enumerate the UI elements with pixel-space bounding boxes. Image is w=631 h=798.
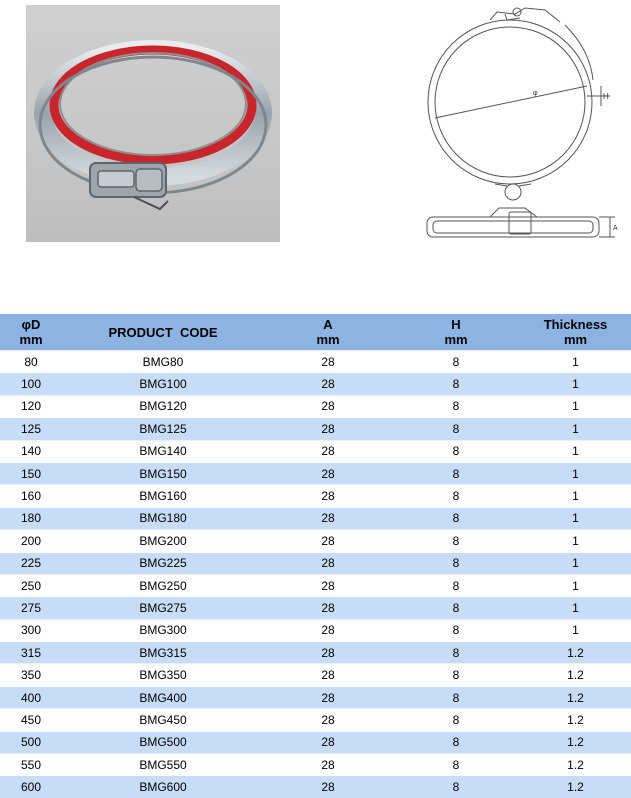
cell-a: 28 <box>264 574 392 596</box>
cell-thickness: 1 <box>520 485 631 507</box>
cell-h: 8 <box>392 597 520 619</box>
table-row <box>0 664 631 686</box>
cell-a: 28 <box>264 709 392 731</box>
cell-diameter: 315 <box>0 642 62 664</box>
table-row <box>0 552 631 574</box>
cell-diameter: 400 <box>0 686 62 708</box>
cell-h: 8 <box>392 686 520 708</box>
cell-product-code: BMG225 <box>62 552 264 574</box>
cell-product-code: BMG250 <box>62 574 264 596</box>
cell-product-code: BMG275 <box>62 597 264 619</box>
cell-diameter: 125 <box>0 418 62 440</box>
cell-diameter: 250 <box>0 574 62 596</box>
cell-diameter: 350 <box>0 664 62 686</box>
header-thickness: Thickness mm <box>520 314 631 351</box>
cell-h: 8 <box>392 395 520 417</box>
table-header-row <box>0 314 631 351</box>
header-diameter: φD mm <box>0 314 62 351</box>
table-row <box>0 754 631 776</box>
cell-product-code: BMG100 <box>62 373 264 395</box>
cell-thickness: 1 <box>520 507 631 529</box>
cell-diameter: 600 <box>0 776 62 798</box>
cell-thickness: 1 <box>520 552 631 574</box>
cell-product-code: BMG125 <box>62 418 264 440</box>
table-row <box>0 485 631 507</box>
cell-diameter: 225 <box>0 552 62 574</box>
cell-diameter: 160 <box>0 485 62 507</box>
cell-diameter: 80 <box>0 351 62 373</box>
cell-diameter: 550 <box>0 754 62 776</box>
cell-thickness: 1.2 <box>520 642 631 664</box>
cell-a: 28 <box>264 731 392 753</box>
cell-a: 28 <box>264 664 392 686</box>
cell-thickness: 1 <box>520 351 631 373</box>
clamp-latch <box>90 163 168 209</box>
cell-product-code: BMG400 <box>62 686 264 708</box>
cell-thickness: 1 <box>520 574 631 596</box>
cell-product-code: BMG500 <box>62 731 264 753</box>
cell-a: 28 <box>264 642 392 664</box>
cell-product-code: BMG80 <box>62 351 264 373</box>
cell-diameter: 200 <box>0 530 62 552</box>
cell-a: 28 <box>264 351 392 373</box>
spec-table <box>0 314 631 798</box>
cell-h: 8 <box>392 485 520 507</box>
product-photo <box>26 5 280 242</box>
cell-product-code: BMG315 <box>62 642 264 664</box>
cell-thickness: 1 <box>520 440 631 462</box>
cell-product-code: BMG350 <box>62 664 264 686</box>
a-label: A <box>613 225 618 232</box>
cell-a: 28 <box>264 418 392 440</box>
cell-thickness: 1.2 <box>520 686 631 708</box>
cell-a: 28 <box>264 485 392 507</box>
cell-product-code: BMG180 <box>62 507 264 529</box>
cell-thickness: 1.2 <box>520 709 631 731</box>
cell-h: 8 <box>392 530 520 552</box>
cell-thickness: 1 <box>520 530 631 552</box>
table-row <box>0 373 631 395</box>
table-row <box>0 440 631 462</box>
cell-thickness: 1.2 <box>520 664 631 686</box>
cell-diameter: 100 <box>0 373 62 395</box>
cell-h: 8 <box>392 619 520 641</box>
header-product-code: PRODUCT CODE <box>62 314 264 351</box>
technical-drawing <box>415 0 625 255</box>
cell-diameter: 275 <box>0 597 62 619</box>
cell-diameter: 180 <box>0 507 62 529</box>
diameter-label: φ <box>533 90 538 97</box>
cell-product-code: BMG150 <box>62 462 264 484</box>
cell-product-code: BMG160 <box>62 485 264 507</box>
cell-product-code: BMG450 <box>62 709 264 731</box>
table-row <box>0 418 631 440</box>
cell-product-code: BMG600 <box>62 776 264 798</box>
header-h: H mm <box>392 314 520 351</box>
cell-a: 28 <box>264 776 392 798</box>
cell-diameter: 150 <box>0 462 62 484</box>
cell-h: 8 <box>392 351 520 373</box>
cell-h: 8 <box>392 776 520 798</box>
cell-product-code: BMG300 <box>62 619 264 641</box>
table-row <box>0 351 631 373</box>
table-row <box>0 776 631 798</box>
cell-a: 28 <box>264 395 392 417</box>
cell-a: 28 <box>264 530 392 552</box>
cell-diameter: 300 <box>0 619 62 641</box>
cell-diameter: 500 <box>0 731 62 753</box>
cell-h: 8 <box>392 373 520 395</box>
cell-diameter: 450 <box>0 709 62 731</box>
cell-diameter: 140 <box>0 440 62 462</box>
cell-thickness: 1 <box>520 418 631 440</box>
cell-h: 8 <box>392 754 520 776</box>
cell-h: 8 <box>392 709 520 731</box>
cell-product-code: BMG200 <box>62 530 264 552</box>
table-row <box>0 597 631 619</box>
cell-h: 8 <box>392 440 520 462</box>
table-row <box>0 709 631 731</box>
cell-a: 28 <box>264 373 392 395</box>
header-a: A mm <box>264 314 392 351</box>
cell-diameter: 120 <box>0 395 62 417</box>
cell-thickness: 1 <box>520 462 631 484</box>
cell-a: 28 <box>264 507 392 529</box>
cell-h: 8 <box>392 507 520 529</box>
clamp-photo-illustration <box>26 5 280 242</box>
cell-h: 8 <box>392 418 520 440</box>
cell-a: 28 <box>264 440 392 462</box>
cell-thickness: 1.2 <box>520 776 631 798</box>
table-row <box>0 507 631 529</box>
cell-h: 8 <box>392 574 520 596</box>
table-row <box>0 731 631 753</box>
cell-thickness: 1 <box>520 395 631 417</box>
cell-thickness: 1 <box>520 373 631 395</box>
cell-product-code: BMG550 <box>62 754 264 776</box>
cell-a: 28 <box>264 552 392 574</box>
cell-a: 28 <box>264 462 392 484</box>
cell-thickness: 1 <box>520 597 631 619</box>
table-row <box>0 619 631 641</box>
table-row <box>0 530 631 552</box>
cell-h: 8 <box>392 642 520 664</box>
table-row <box>0 462 631 484</box>
cell-thickness: 1 <box>520 619 631 641</box>
cell-h: 8 <box>392 552 520 574</box>
cell-a: 28 <box>264 754 392 776</box>
cell-thickness: 1.2 <box>520 754 631 776</box>
h-label: H <box>603 92 609 101</box>
cell-h: 8 <box>392 731 520 753</box>
clamp-drawing <box>415 0 625 255</box>
cell-thickness: 1.2 <box>520 731 631 753</box>
table-row <box>0 395 631 417</box>
cell-product-code: BMG140 <box>62 440 264 462</box>
cell-a: 28 <box>264 619 392 641</box>
cell-a: 28 <box>264 686 392 708</box>
cell-a: 28 <box>264 597 392 619</box>
table-row <box>0 686 631 708</box>
table-row <box>0 574 631 596</box>
table-row <box>0 642 631 664</box>
cell-h: 8 <box>392 664 520 686</box>
cell-product-code: BMG120 <box>62 395 264 417</box>
cell-h: 8 <box>392 462 520 484</box>
